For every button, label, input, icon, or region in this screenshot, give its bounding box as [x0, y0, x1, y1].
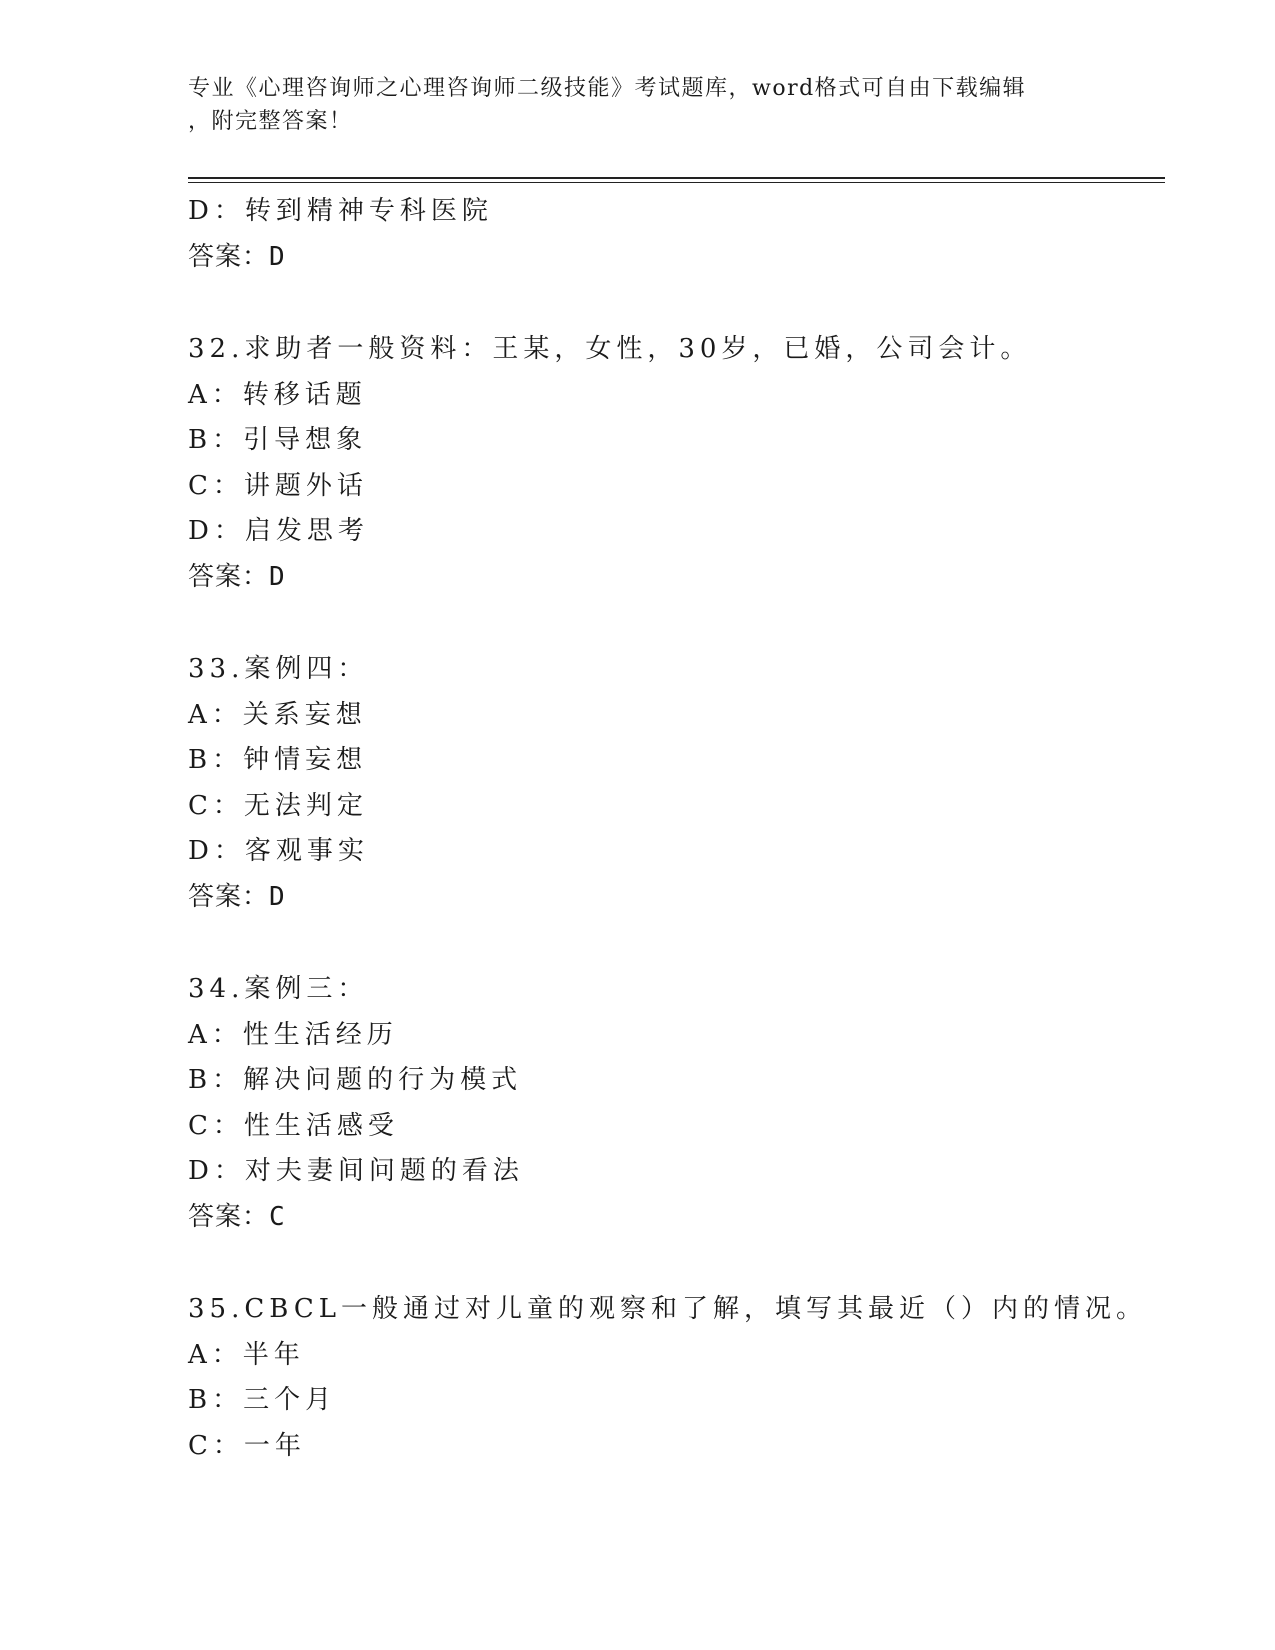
spacer: [188, 280, 1165, 327]
option-b: B：三个月: [188, 1385, 337, 1415]
document-body: [188, 189, 1165, 1469]
option-c: C：性生活感受: [188, 1110, 399, 1141]
spacer: [188, 600, 1165, 647]
question-34: [188, 967, 1165, 1240]
option-d: D：对夫妻间问题的看法: [188, 1156, 524, 1186]
answer-line: 答案：D: [188, 241, 286, 272]
question-33: [188, 647, 1165, 920]
option-a: A：转移话题: [188, 379, 367, 410]
option-d: D：客观事实: [188, 836, 369, 866]
spacer: [188, 920, 1165, 967]
option-b: B：钟情妄想: [188, 745, 368, 775]
option-a: A：性生活经历: [188, 1019, 398, 1050]
option-a: A：半年: [188, 1339, 305, 1370]
question-stem: 33.案例四：: [188, 654, 369, 684]
header-rule-thin: [188, 182, 1165, 183]
option-c: C：一年: [188, 1430, 306, 1461]
question-35: [188, 1287, 1165, 1469]
option-a: A：关系妄想: [188, 699, 367, 730]
answer-line: 答案：C: [188, 1201, 286, 1232]
option-b: B：解决问题的行为模式: [188, 1065, 523, 1095]
option-d: D：启发思考: [188, 516, 369, 546]
question-stem: 32.求助者一般资料：王某，女性，30岁，已婚，公司会计。: [188, 334, 1032, 364]
question-32: [188, 327, 1165, 600]
header-line-1: 专业《心理咨询师之心理咨询师二级技能》考试题库，word格式可自由下载编辑: [188, 76, 1027, 101]
question-stem: 35.CBCL一般通过对儿童的观察和了解，填写其最近（）内的情况。: [188, 1294, 1147, 1324]
spacer: [188, 1240, 1165, 1287]
option-d: D：转到精神专科医院: [188, 196, 493, 226]
header-line-2: ，附完整答案！: [188, 109, 353, 134]
option-c: C：无法判定: [188, 790, 368, 821]
answer-line: 答案：D: [188, 561, 286, 592]
document-header: [188, 72, 1088, 138]
option-c: C：讲题外话: [188, 470, 368, 501]
question-stem: 34.案例三：: [188, 974, 369, 1004]
header-rule-thick: [188, 177, 1165, 179]
option-b: B：引导想象: [188, 425, 368, 455]
answer-line: 答案：D: [188, 881, 286, 912]
